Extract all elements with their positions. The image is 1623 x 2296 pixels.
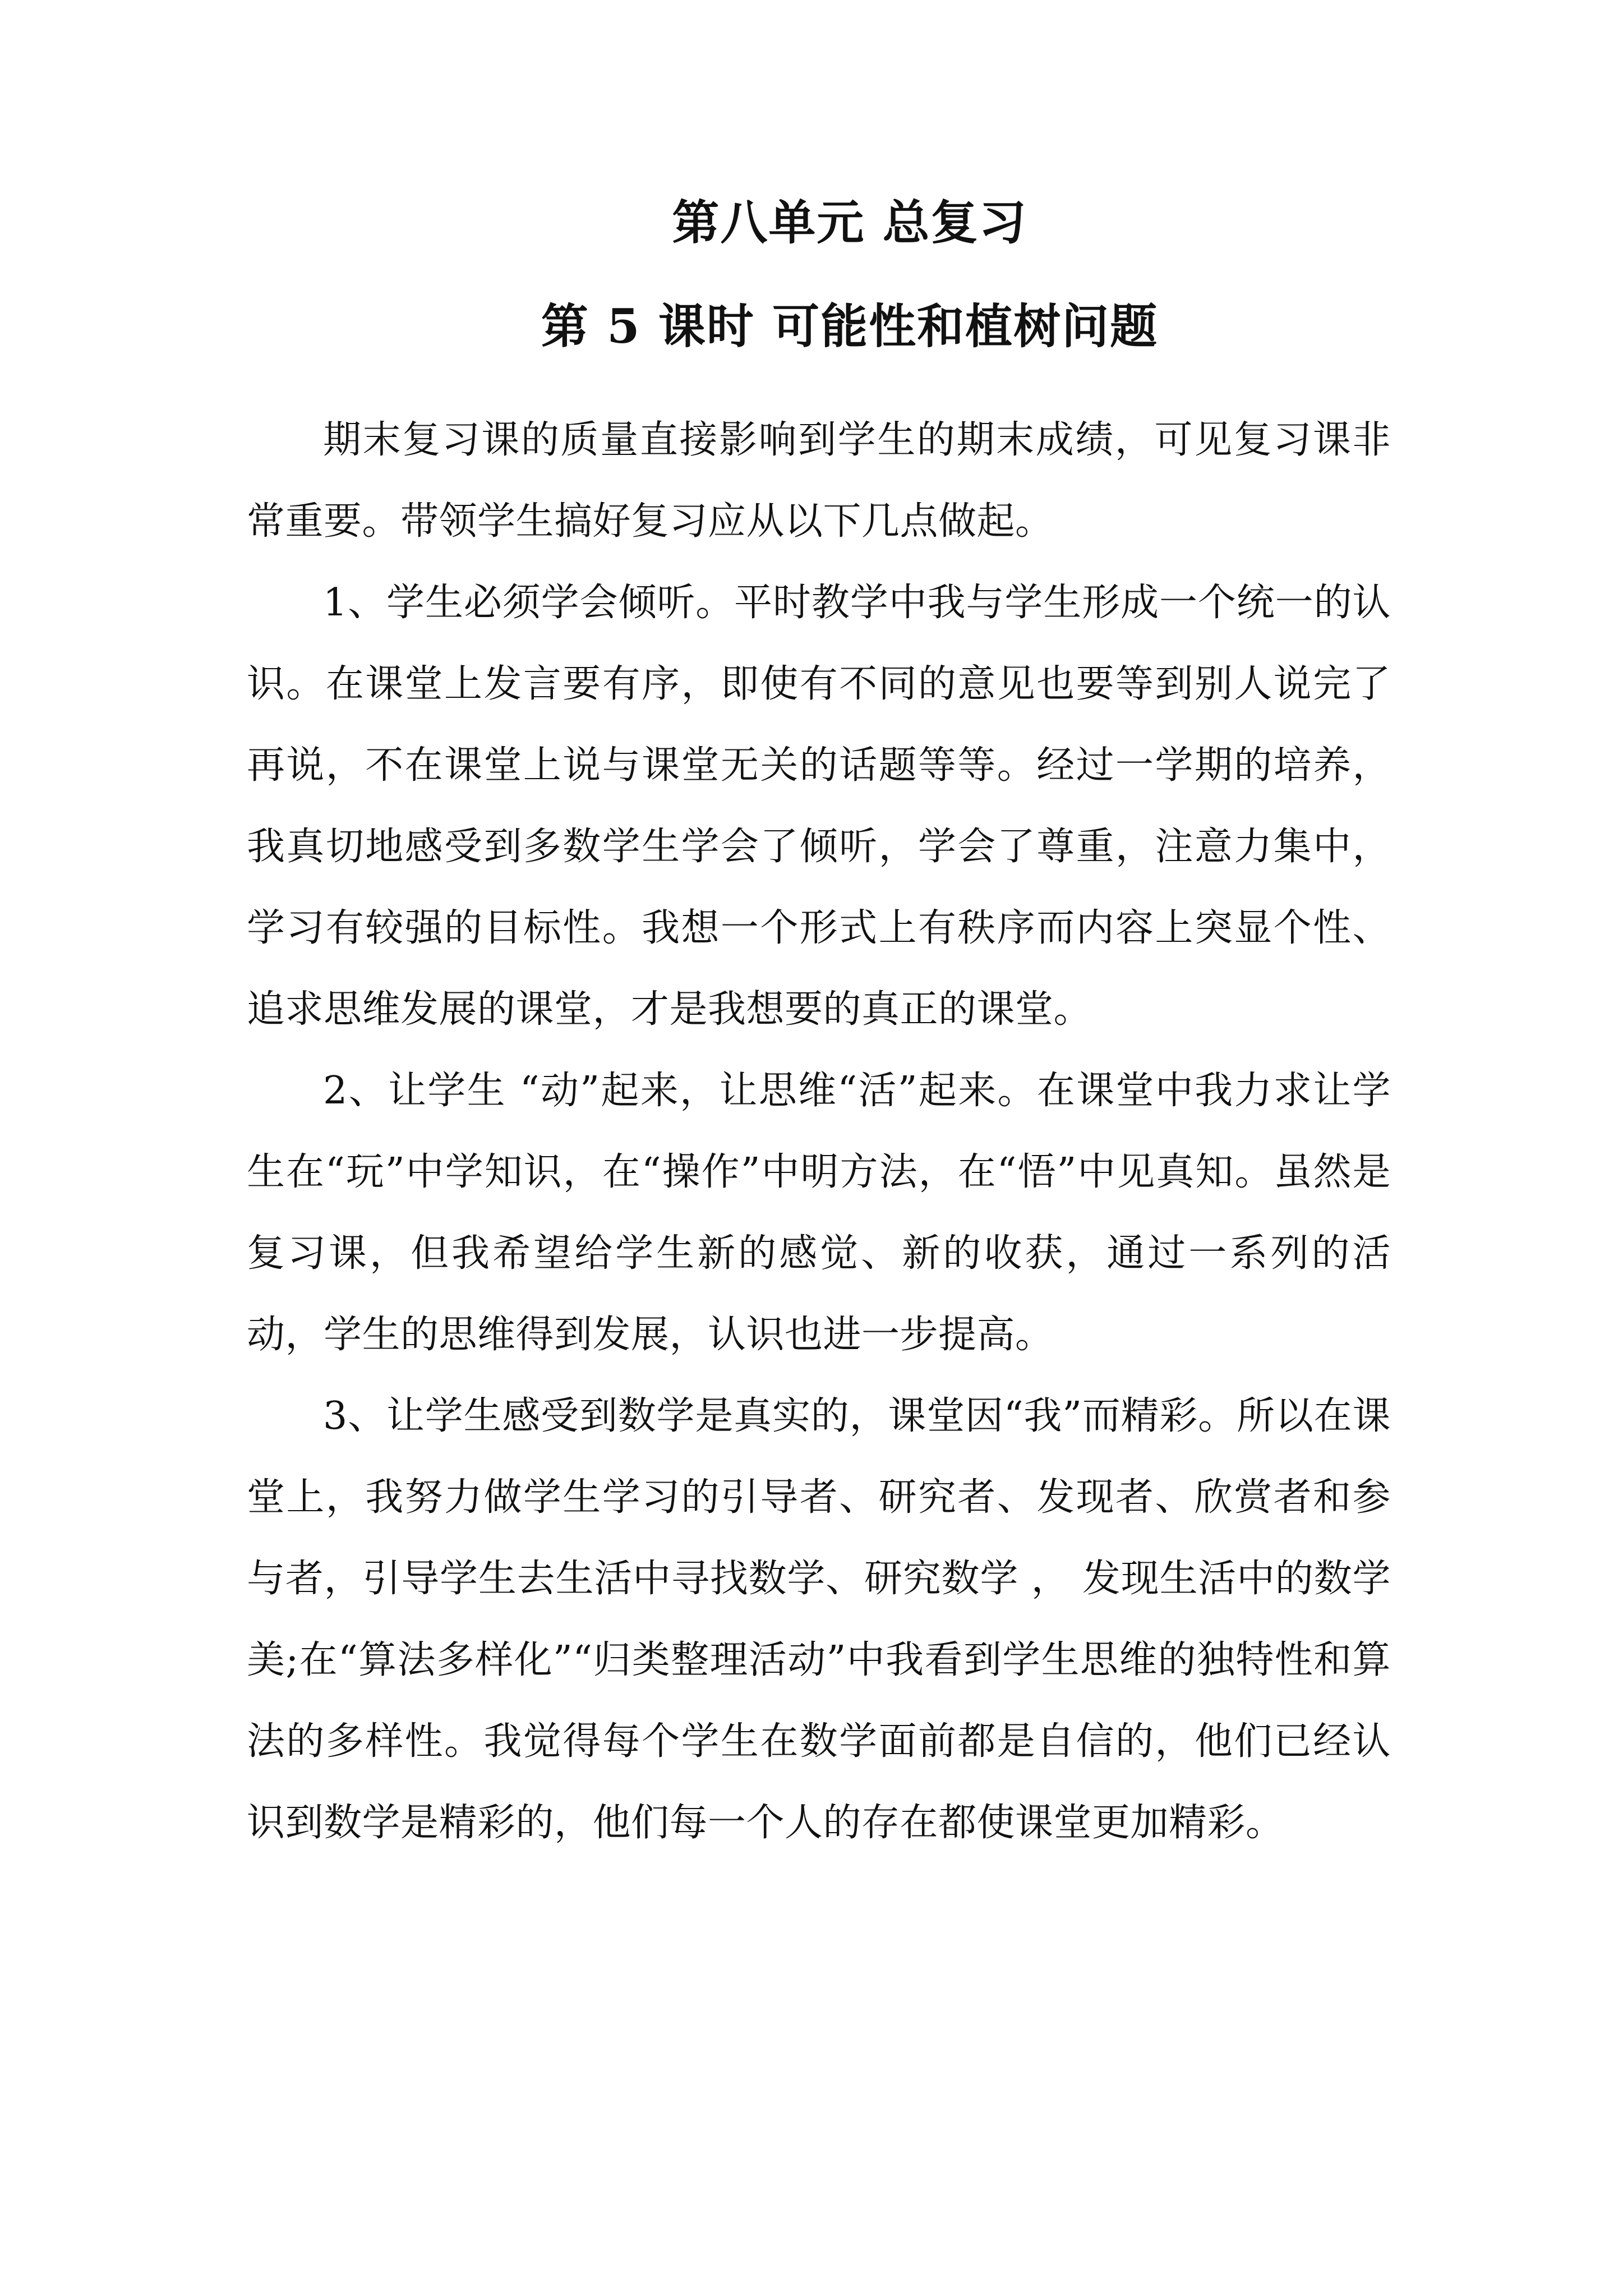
document-title: 第八单元 总复习 bbox=[672, 195, 1027, 250]
document-content bbox=[247, 195, 1391, 1864]
paragraph-point-3: 3、让学生感受到数学是真实的，课堂因“我”而精彩。所以在课堂上，我努力做学生学习的引导者、研究者、发现者、欣赏者和参与者，引导学生去生活中寻找数学、研究数学 ， 发现生活中的数学美;在“算法多样化”“归类整理活动”中我看到学生思维的独特性和算法的多样性。我觉得每个学生在数学面前都是自信的，他们已经认识到数学是精彩的，他们每一个人的存在都使课堂更加精彩。 bbox=[247, 1394, 1391, 1845]
paragraph-point-1: 1、学生必须学会倾听。平时教学中我与学生形成一个统一的认识。在课堂上发言要有序，即使有不同的意见也要等到别人说完了再说，不在课堂上说与课堂无关的话题等等。经过一学期的培养，我真切地感受到多数学生学会了倾听，学会了尊重，注意力集中，学习有较强的目标性。我想一个形式上有秩序而内容上突显个性、追求思维发展的课堂，才是我想要的真正的课堂。 bbox=[247, 581, 1391, 1032]
document-subtitle: 第 5 课时 可能性和植树问题 bbox=[541, 298, 1159, 354]
paragraph-intro: 期末复习课的质量直接影响到学生的期末成绩，可见复习课非常重要。带领学生搞好复习应从以下几点做起。 bbox=[247, 418, 1391, 544]
document-body bbox=[247, 399, 1391, 1864]
paragraph-point-2: 2、让学生 “动”起来，让思维“活”起来。在课堂中我力求让学生在“玩”中学知识，在“操作”中明方法，在“悟”中见真知。虽然是复习课，但我希望给学生新的感觉、新的收获，通过一系列的活动，学生的思维得到发展，认识也进一步提高。 bbox=[247, 1069, 1391, 1357]
